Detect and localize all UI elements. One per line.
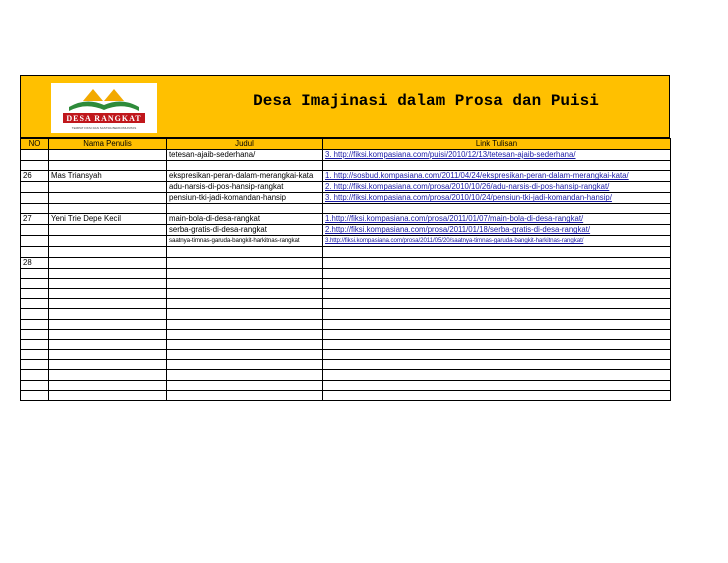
table-row [21, 225, 671, 236]
cell-link [323, 319, 671, 329]
cell-judul: pensiun-tki-jadi-komandan-hansip [167, 193, 323, 204]
table-row [21, 278, 671, 288]
cell-no: 28 [21, 257, 49, 268]
cell-link [323, 339, 671, 349]
cell-no [21, 390, 49, 400]
cell-no [21, 360, 49, 370]
cell-no [21, 350, 49, 360]
table-row [21, 171, 671, 182]
cell-no [21, 193, 49, 204]
cell-author [49, 225, 167, 236]
cell-judul [167, 161, 323, 171]
table-row [21, 204, 671, 214]
table-row [21, 236, 671, 247]
cell-link [323, 380, 671, 390]
cell-link [323, 329, 671, 339]
cell-link[interactable]: 1. http://sosbud.kompasiana.com/2011/04/24/ekspresikan-peran-dalam-merangkai-kata/ [323, 171, 671, 182]
cell-judul [167, 390, 323, 400]
cell-link [323, 350, 671, 360]
header-judul: Judul [167, 139, 323, 150]
cell-link [323, 247, 671, 257]
cell-author [49, 278, 167, 288]
cell-author [49, 257, 167, 268]
cell-link[interactable]: 2. http://fiksi.kompasiana.com/prosa/2010/10/26/adu-narsis-di-pos-hansip-rangkat/ [323, 182, 671, 193]
cell-no [21, 288, 49, 298]
table-row [21, 257, 671, 268]
cell-link [323, 268, 671, 278]
logo-tagline: TEMPAT FIKSI DAN SASTRA BERKOMUNITAS [71, 126, 137, 130]
table-row [21, 329, 671, 339]
table-row [21, 390, 671, 400]
cell-author [49, 380, 167, 390]
cell-judul [167, 370, 323, 380]
cell-no [21, 150, 49, 161]
header-no: NO [21, 139, 49, 150]
cell-no [21, 339, 49, 349]
cell-judul: main-bola-di-desa-rangkat [167, 214, 323, 225]
cell-no: 26 [21, 171, 49, 182]
cell-judul [167, 257, 323, 268]
cell-no [21, 329, 49, 339]
table-row [21, 350, 671, 360]
cell-author [49, 309, 167, 319]
cell-link [323, 309, 671, 319]
cell-judul [167, 339, 323, 349]
table-row [21, 150, 671, 161]
table-row [21, 193, 671, 204]
title-banner [20, 75, 670, 138]
cell-author: Mas Triansyah [49, 171, 167, 182]
cell-judul [167, 329, 323, 339]
cell-author [49, 319, 167, 329]
table-row [21, 288, 671, 298]
table-row [21, 161, 671, 171]
cell-no: 27 [21, 214, 49, 225]
table-header-row [21, 139, 671, 150]
spreadsheet [20, 75, 670, 395]
cell-author [49, 247, 167, 257]
cell-author [49, 339, 167, 349]
cell-link [323, 390, 671, 400]
cell-no [21, 161, 49, 171]
cell-judul: saatnya-timnas-garuda-bangkit-harkitnas-rangkat [167, 236, 323, 247]
cell-no [21, 309, 49, 319]
table-row [21, 309, 671, 319]
cell-no [21, 278, 49, 288]
cell-link[interactable]: 3. http://fiksi.kompasiana.com/puisi/2010/12/13/tetesan-ajaib-sederhana/ [323, 150, 671, 161]
table-row [21, 370, 671, 380]
cell-author [49, 299, 167, 309]
cell-judul [167, 204, 323, 214]
table-row [21, 339, 671, 349]
cell-author [49, 360, 167, 370]
cell-judul [167, 380, 323, 390]
cell-judul: serba-gratis-di-desa-rangkat [167, 225, 323, 236]
cell-link[interactable]: 3.http://fiksi.kompasiana.com/prosa/2011/05/20/saatnya-timnas-garuda-bangkit-harkitnas-rangkat/ [323, 236, 671, 247]
cell-judul [167, 299, 323, 309]
cell-link [323, 299, 671, 309]
header-author: Nama Penulis [49, 139, 167, 150]
cell-link [323, 257, 671, 268]
cell-author [49, 329, 167, 339]
cell-author: Yeni Trie Depe Kecil [49, 214, 167, 225]
cell-judul: adu-narsis-di-pos-hansip-rangkat [167, 182, 323, 193]
cell-link [323, 204, 671, 214]
cell-author [49, 288, 167, 298]
cell-link[interactable]: 3. http://fiksi.kompasiana.com/prosa/2010/10/24/pensiun-tki-jadi-komandan-hansip/ [323, 193, 671, 204]
cell-no [21, 247, 49, 257]
cell-author [49, 390, 167, 400]
cell-no [21, 299, 49, 309]
cell-no [21, 236, 49, 247]
cell-no [21, 204, 49, 214]
table-row [21, 380, 671, 390]
header-link: Link Tulisan [323, 139, 671, 150]
desa-rangkat-logo [51, 83, 157, 133]
cell-author [49, 150, 167, 161]
cell-link [323, 288, 671, 298]
table-row [21, 299, 671, 309]
cell-link [323, 161, 671, 171]
cell-judul: ekspresikan-peran-dalam-merangkai-kata [167, 171, 323, 182]
cell-link [323, 278, 671, 288]
cell-judul [167, 360, 323, 370]
logo-text: DESA RANGKAT [66, 114, 142, 124]
cell-judul [167, 319, 323, 329]
page-title: Desa Imajinasi dalam Prosa dan Puisi [253, 92, 599, 110]
cell-author [49, 182, 167, 193]
table-row [21, 182, 671, 193]
table-row [21, 214, 671, 225]
cell-judul [167, 288, 323, 298]
table-row [21, 319, 671, 329]
cell-judul [167, 247, 323, 257]
cell-judul [167, 278, 323, 288]
cell-author [49, 268, 167, 278]
author-table [20, 138, 671, 401]
table-row [21, 247, 671, 257]
cell-link [323, 360, 671, 370]
cell-no [21, 182, 49, 193]
table-row [21, 360, 671, 370]
cell-author [49, 236, 167, 247]
cell-link[interactable]: 2.http://fiksi.kompasiana.com/prosa/2011/01/18/serba-gratis-di-desa-rangkat/ [323, 225, 671, 236]
cell-author [49, 370, 167, 380]
cell-link[interactable]: 1.http://fiksi.kompasiana.com/prosa/2011/01/07/main-bola-di-desa-rangkat/ [323, 214, 671, 225]
cell-judul [167, 268, 323, 278]
cell-judul: tetesan-ajaib-sederhana/ [167, 150, 323, 161]
cell-no [21, 319, 49, 329]
cell-no [21, 370, 49, 380]
table-row [21, 268, 671, 278]
cell-author [49, 193, 167, 204]
cell-link [323, 370, 671, 380]
cell-no [21, 225, 49, 236]
cell-author [49, 204, 167, 214]
cell-author [49, 350, 167, 360]
cell-no [21, 380, 49, 390]
cell-author [49, 161, 167, 171]
cell-judul [167, 350, 323, 360]
cell-judul [167, 309, 323, 319]
cell-no [21, 268, 49, 278]
